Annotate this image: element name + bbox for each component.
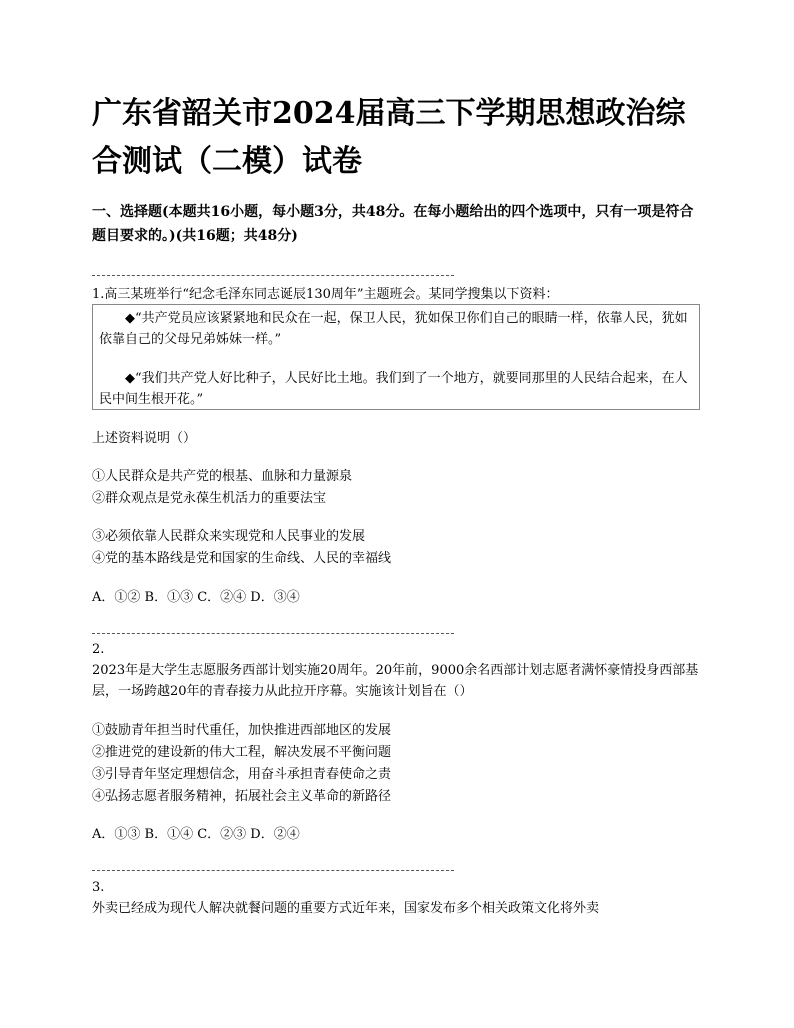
question-2-number: 2.: [92, 642, 105, 657]
question-1-stem: [92, 284, 704, 305]
section-heading: 一、选择题(本题共16小题，每小题3分，共48分。在每小题给出的四个选项中，只有一项是符合题目要求的。)(共16题；共48分): [92, 204, 694, 244]
separator-line: [92, 275, 454, 276]
question-2-item-3: ③引导青年坚定理想信念，用奋斗承担青春使命之责: [92, 767, 392, 782]
question-3-stem: 外卖已经成为现代人解决就餐问题的重要方式近年来，国家发布多个相关政策文化将外卖: [92, 901, 600, 916]
question-2-item-1: ①鼓励青年担当时代重任，加快推进西部地区的发展: [92, 723, 392, 738]
question-2-choices: A．①③ B．①④ C．②③ D．②④: [92, 827, 300, 842]
separator-line: [92, 870, 454, 871]
question-1-item-4: ④党的基本路线是党和国家的生命线、人民的幸福线: [92, 551, 392, 566]
quote-1: ◆“共产党员应该紧紧地和民众在一起，保卫人民，犹如保卫你们自己的眼睛一样，依靠人民，犹如依靠自己的父母兄弟姊妹一样。”: [99, 311, 688, 347]
question-1-item-3: ③必须依靠人民群众来实现党和人民事业的发展: [92, 529, 366, 544]
question-1-item-1: ①人民群众是共产党的根基、血脉和力量源泉: [92, 469, 353, 484]
separator-line: [92, 633, 454, 634]
document-title: 广东省韶关市2024届高三下学期思想政治综合测试（二模）试卷: [92, 96, 686, 179]
question-2-item-2: ②推进党的建设新的伟大工程，解决发展不平衡问题: [92, 745, 392, 760]
quote-2: ◆“我们共产党人好比种子，人民好比土地。我们到了一个地方，就要同那里的人民结合起来，在人民中间生根开花。”: [99, 371, 688, 407]
question-2-item-4: ④弘扬志愿者服务精神，拓展社会主义革命的新路径: [92, 789, 392, 804]
question-1-number: 1.: [92, 287, 105, 302]
quote-box: [92, 304, 700, 410]
question-1-stem-text: 高三某班举行“纪念毛泽东同志诞辰130周年”主题班会。某同学搜集以下资料：: [104, 287, 559, 302]
question-1-item-2: ②群众观点是党永葆生机活力的重要法宝: [92, 491, 327, 506]
question-3-number: 3.: [92, 880, 105, 895]
question-1-prompt: 上述资料说明（）: [92, 431, 197, 446]
question-2-stem: 2023年是大学生志愿服务西部计划实施20周年。20年前，9000余名西部计划志愿者满怀豪情投身西部基层，一场跨越20年的青春接力从此拉开序幕。实施该计划旨在（）: [92, 663, 699, 699]
question-1-choices: A．①② B．①③ C．②④ D．③④: [92, 590, 300, 605]
